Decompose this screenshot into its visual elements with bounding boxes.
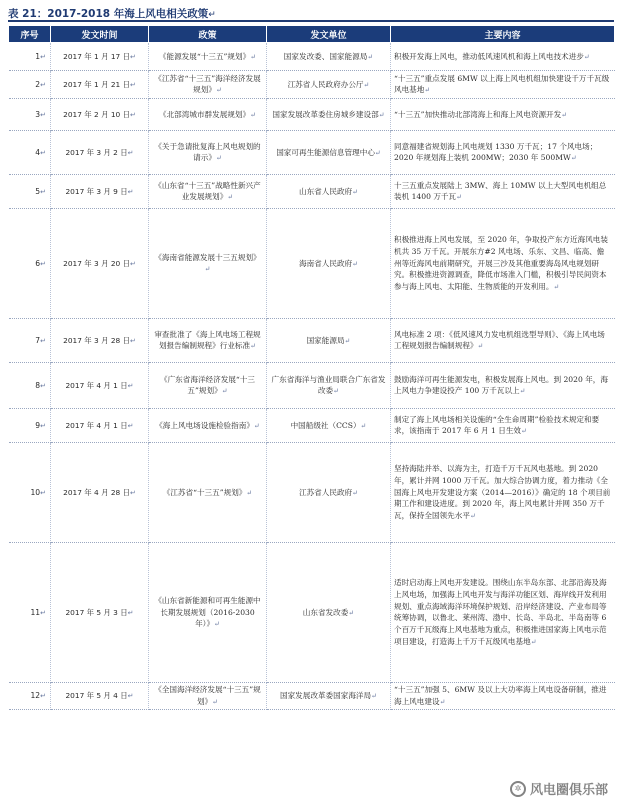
row-number <box>9 363 51 409</box>
row-policy-text: 《江苏省“十三五”规划》 <box>162 487 247 497</box>
return-arrow-icon: ↵ <box>40 52 46 61</box>
return-arrow-icon: ↵ <box>208 10 216 20</box>
return-arrow-icon: ↵ <box>253 421 260 430</box>
row-policy <box>149 363 267 409</box>
row-number <box>9 43 51 71</box>
return-arrow-icon: ↵ <box>215 86 222 95</box>
row-issuer-text: 海南省人民政府 <box>298 258 353 268</box>
row-date-text: 2017 年 2 月 10 日 <box>63 109 130 119</box>
watermark <box>510 779 608 798</box>
return-arrow-icon: ↵ <box>129 259 136 268</box>
row-content <box>391 71 615 99</box>
row-date-text: 2017 年 1 月 21 日 <box>63 79 130 89</box>
row-content <box>391 175 615 209</box>
return-arrow-icon: ↵ <box>374 148 381 157</box>
row-issuer-text: 国家发展改革委住房城乡建设部 <box>272 109 379 119</box>
row-policy <box>149 43 267 71</box>
table-row <box>9 43 615 71</box>
return-arrow-icon: ↵ <box>215 154 222 163</box>
row-issuer <box>267 443 391 543</box>
row-number-text: 1 <box>35 51 41 61</box>
return-arrow-icon: ↵ <box>352 259 359 268</box>
return-arrow-icon: ↵ <box>40 488 46 497</box>
row-issuer-text: 国家能源局 <box>306 335 345 345</box>
row-issuer-text: 江苏省人民政府 <box>298 487 353 497</box>
row-date <box>51 175 149 209</box>
row-issuer-text: 广东省海洋与渔业局联合广东省发改委 <box>271 374 386 396</box>
row-number <box>9 175 51 209</box>
row-date <box>51 43 149 71</box>
return-arrow-icon: ↵ <box>40 148 46 157</box>
row-policy-text: 《能源发展“十三五”规划》 <box>158 51 251 61</box>
row-content-text: “十三五”加快推动北部湾海上和海上风电资源开发 <box>394 109 562 119</box>
row-issuer-text: 国家可再生能源信息管理中心 <box>276 147 375 157</box>
row-issuer-text: 国家发改委、国家能源局 <box>283 51 368 61</box>
return-arrow-icon: ↵ <box>40 110 46 119</box>
row-date <box>51 363 149 409</box>
header-no: 序号 <box>9 26 51 43</box>
return-arrow-icon: ↵ <box>40 608 46 617</box>
return-arrow-icon: ↵ <box>519 387 526 396</box>
return-arrow-icon: ↵ <box>344 336 351 345</box>
row-date <box>51 319 149 363</box>
row-policy <box>149 99 267 131</box>
row-policy <box>149 443 267 543</box>
row-policy <box>149 209 267 319</box>
return-arrow-icon: ↵ <box>367 52 374 61</box>
header-date: 发文时间 <box>51 26 149 43</box>
row-date <box>51 409 149 443</box>
row-content-text: 风电标准 2 项：《低风速风力发电机组选型导则》、《海上风电场工程规划报告编制规程》 <box>394 329 605 351</box>
table-row <box>9 175 615 209</box>
return-arrow-icon: ↵ <box>127 421 134 430</box>
row-policy-text: 《全国海洋经济发展“十三五”规划》 <box>154 685 261 706</box>
row-content <box>391 319 615 363</box>
return-arrow-icon: ↵ <box>360 421 367 430</box>
row-date <box>51 543 149 683</box>
return-arrow-icon: ↵ <box>127 691 134 700</box>
return-arrow-icon: ↵ <box>127 608 134 617</box>
row-issuer <box>267 683 391 710</box>
row-date-text: 2017 年 4 月 28 日 <box>63 487 130 497</box>
row-policy <box>149 409 267 443</box>
row-policy-text: 《北部湾城市群发展规划》 <box>159 109 251 119</box>
row-date <box>51 99 149 131</box>
row-issuer <box>267 43 391 71</box>
row-number-text: 5 <box>35 186 41 196</box>
row-content-text: 适时启动海上风电开发建设。围绕山东半岛东部、北部沿海及海上风电场，加强海上风电开发与海洋功能区划、海岸线开发利用规划、重点海域海洋环境保护规划、沿岸经济建设、产业布局等统筹协调，以鲁北、莱州湾、渤中、长岛、半岛北、半岛南等 6 个百万千瓦级海上风电基地为重点，积极推进国家海上风电示范项目建设，打造海上千万千瓦级风电基地 <box>394 578 607 646</box>
return-arrow-icon: ↵ <box>363 80 370 89</box>
row-content <box>391 131 615 175</box>
table-row <box>9 319 615 363</box>
return-arrow-icon: ↵ <box>227 193 234 202</box>
row-policy-text: 《江苏省“十三五”海洋经济发展规划》 <box>154 73 261 95</box>
return-arrow-icon: ↵ <box>129 80 136 89</box>
row-issuer-text: 国家发展改革委国家海洋局 <box>280 690 372 700</box>
row-number <box>9 131 51 175</box>
return-arrow-icon: ↵ <box>424 86 431 95</box>
row-date-text: 2017 年 5 月 4 日 <box>65 690 128 700</box>
return-arrow-icon: ↵ <box>352 187 359 196</box>
table-row <box>9 543 615 683</box>
row-date <box>51 443 149 543</box>
return-arrow-icon: ↵ <box>477 342 484 351</box>
row-policy-text: 《山东省“十三五”战略性新兴产业发展规划》 <box>154 180 261 202</box>
row-policy-text: 《海上风电场设施检验指南》 <box>155 420 254 430</box>
row-content-text: “十三五”重点发展 6MW 以上海上风电机组加快建设千万千瓦级风电基地 <box>394 73 610 95</box>
wind-turbine-icon: ✲ <box>510 781 526 797</box>
row-number <box>9 71 51 99</box>
return-arrow-icon: ↵ <box>40 421 46 430</box>
return-arrow-icon: ↵ <box>352 488 359 497</box>
row-content <box>391 363 615 409</box>
row-issuer-text: 山东省发改委 <box>302 607 349 617</box>
row-issuer <box>267 99 391 131</box>
return-arrow-icon: ↵ <box>129 52 136 61</box>
row-number-text: 6 <box>35 258 41 268</box>
return-arrow-icon: ↵ <box>456 193 462 202</box>
watermark-text: 风电圈俱乐部 <box>529 783 608 798</box>
row-policy-text: 《山东省新能源和可再生能源中长期发展规划（2016-2030 年）》 <box>154 595 261 629</box>
caption-text: 表 21：2017-2018 年海上风电相关政策 <box>8 8 209 20</box>
row-number-text: 9 <box>35 420 41 430</box>
row-number-text: 7 <box>35 335 41 345</box>
return-arrow-icon: ↵ <box>348 608 355 617</box>
return-arrow-icon: ↵ <box>127 381 134 390</box>
table-caption <box>8 6 614 22</box>
return-arrow-icon: ↵ <box>371 691 377 700</box>
return-arrow-icon: ↵ <box>40 691 46 700</box>
row-date <box>51 131 149 175</box>
return-arrow-icon: ↵ <box>583 52 590 61</box>
row-content <box>391 443 615 543</box>
row-policy <box>149 71 267 99</box>
row-content-text: 十三五重点发展陆上 3MW、海上 10MW 以上大型风电机组总装机 1400 万千瓦 <box>394 180 607 202</box>
return-arrow-icon: ↵ <box>129 336 136 345</box>
table-row <box>9 99 615 131</box>
return-arrow-icon: ↵ <box>40 336 46 345</box>
row-number <box>9 543 51 683</box>
row-date-text: 2017 年 5 月 3 日 <box>65 607 128 617</box>
row-number-text: 3 <box>35 109 41 119</box>
return-arrow-icon: ↵ <box>570 154 577 163</box>
row-number <box>9 443 51 543</box>
return-arrow-icon: ↵ <box>246 488 253 497</box>
row-issuer <box>267 543 391 683</box>
return-arrow-icon: ↵ <box>40 381 46 390</box>
table-row <box>9 209 615 319</box>
return-arrow-icon: ↵ <box>127 148 134 157</box>
row-date-text: 2017 年 1 月 17 日 <box>63 51 130 61</box>
row-date-text: 2017 年 3 月 20 日 <box>63 258 130 268</box>
row-issuer-text: 中国船级社（CCS） <box>290 420 361 430</box>
return-arrow-icon: ↵ <box>469 512 476 521</box>
row-number <box>9 409 51 443</box>
row-number-text: 2 <box>35 79 41 89</box>
policy-table <box>8 25 615 710</box>
row-content <box>391 683 615 710</box>
row-number-text: 8 <box>35 380 41 390</box>
row-number <box>9 319 51 363</box>
return-arrow-icon: ↵ <box>129 110 136 119</box>
row-date <box>51 683 149 710</box>
row-policy <box>149 131 267 175</box>
header-content: 主要内容 <box>391 26 615 43</box>
row-issuer <box>267 319 391 363</box>
row-policy <box>149 175 267 209</box>
table-row <box>9 443 615 543</box>
row-number-text: 4 <box>35 147 41 157</box>
row-date-text: 2017 年 3 月 2 日 <box>65 147 128 157</box>
row-content <box>391 209 615 319</box>
row-content <box>391 43 615 71</box>
return-arrow-icon: ↵ <box>214 620 220 629</box>
return-arrow-icon: ↵ <box>333 387 340 396</box>
table-row <box>9 409 615 443</box>
row-number-text: 10 <box>30 487 41 497</box>
row-content <box>391 409 615 443</box>
row-issuer <box>267 71 391 99</box>
table-row <box>9 131 615 175</box>
row-date-text: 2017 年 3 月 28 日 <box>63 335 130 345</box>
row-date-text: 2017 年 3 月 9 日 <box>65 186 128 196</box>
row-issuer <box>267 409 391 443</box>
row-number <box>9 99 51 131</box>
row-issuer-text: 江苏省人民政府办公厅 <box>287 79 364 89</box>
return-arrow-icon: ↵ <box>250 110 256 119</box>
row-date <box>51 71 149 99</box>
row-policy-text: 《广东省海洋经济发展“十三五”规划》 <box>159 374 255 396</box>
table-row <box>9 683 615 710</box>
header-policy: 政策 <box>149 26 267 43</box>
row-number <box>9 209 51 319</box>
row-issuer <box>267 209 391 319</box>
row-policy <box>149 319 267 363</box>
row-date <box>51 209 149 319</box>
row-content-text: 积极开发海上风电，推动低风速风机和海上风电技术进步 <box>394 51 584 61</box>
row-issuer-text: 山东省人民政府 <box>298 186 353 196</box>
row-number-text: 11 <box>30 607 41 617</box>
row-content <box>391 99 615 131</box>
table-header-row <box>9 26 615 43</box>
row-policy <box>149 543 267 683</box>
row-issuer <box>267 131 391 175</box>
row-issuer <box>267 175 391 209</box>
table-row <box>9 71 615 99</box>
row-content-text: 坚持海陆并举、以海为主，打造千万千瓦风电基地。到 2020 年，累计并网 1000 万千瓦。加大综合协调力度，着力推动《全国海上风电开发建设方案（2014—2016）》确定的 18 个项目前期工作和建设进度。到 2020 年，海上风电累计并网 350 万千瓦，保持全国领先水平 <box>394 464 611 521</box>
return-arrow-icon: ↵ <box>40 187 46 196</box>
row-content-text: 积极推进海上风电发展，至 2020 年，争取投产东方近海风电装机共 35 万千瓦。开展东方#2 风电场、乐东、文昌、临高、儋州等近海风电前期研究，开展三沙及其他重要海岛风电规划研究。积极推进资源调查，降低市场准入门槛，积极引导民间资本参与海上风电、太阳能、生物质能的开发利用。 <box>394 235 608 292</box>
return-arrow-icon: ↵ <box>221 387 228 396</box>
return-arrow-icon: ↵ <box>127 187 134 196</box>
row-number <box>9 683 51 710</box>
header-issuer: 发文单位 <box>267 26 391 43</box>
return-arrow-icon: ↵ <box>439 697 446 706</box>
row-policy-text: 《海南省能源发展十三五规划》 <box>154 252 261 262</box>
return-arrow-icon: ↵ <box>561 110 568 119</box>
row-policy <box>149 683 267 710</box>
return-arrow-icon: ↵ <box>212 697 219 706</box>
return-arrow-icon: ↵ <box>250 342 256 351</box>
return-arrow-icon: ↵ <box>40 259 46 268</box>
return-arrow-icon: ↵ <box>553 283 560 292</box>
table-row <box>9 363 615 409</box>
return-arrow-icon: ↵ <box>250 52 257 61</box>
row-issuer <box>267 363 391 409</box>
return-arrow-icon: ↵ <box>40 80 46 89</box>
row-content-text: 同意福建省规划海上风电规划 1330 万千瓦；17 个风电场；2020 年规划海上装机 200MW；2030 年 500MW <box>394 141 598 163</box>
return-arrow-icon: ↵ <box>129 488 136 497</box>
return-arrow-icon: ↵ <box>521 427 527 436</box>
row-policy-text: 《关于急请批复海上风电规划的请示》 <box>154 141 261 163</box>
row-policy-text: 审查批准了《海上风电场工程规划报告编制规程》行业标准 <box>154 329 261 351</box>
row-content-text: “十三五”加强 5、6MW 及以上大功率海上风电设备研制，推进海上风电建设 <box>394 685 607 706</box>
return-arrow-icon: ↵ <box>530 637 537 646</box>
row-content-text: 制定了海上风电场相关设施的“全生命周期”检验技术规定和要求，该指南于 2017 年 6 月 1 日生效 <box>394 414 600 436</box>
row-content <box>391 543 615 683</box>
row-date-text: 2017 年 4 月 1 日 <box>65 420 128 430</box>
return-arrow-icon: ↵ <box>378 110 385 119</box>
row-number-text: 12 <box>30 690 41 700</box>
return-arrow-icon: ↵ <box>204 265 211 274</box>
row-date-text: 2017 年 4 月 1 日 <box>65 380 128 390</box>
row-content-text: 鼓励海洋可再生能源发电，积极发展海上风电。到 2020 年，海上风电力争建设投产 100 万千瓦以上 <box>394 374 608 396</box>
